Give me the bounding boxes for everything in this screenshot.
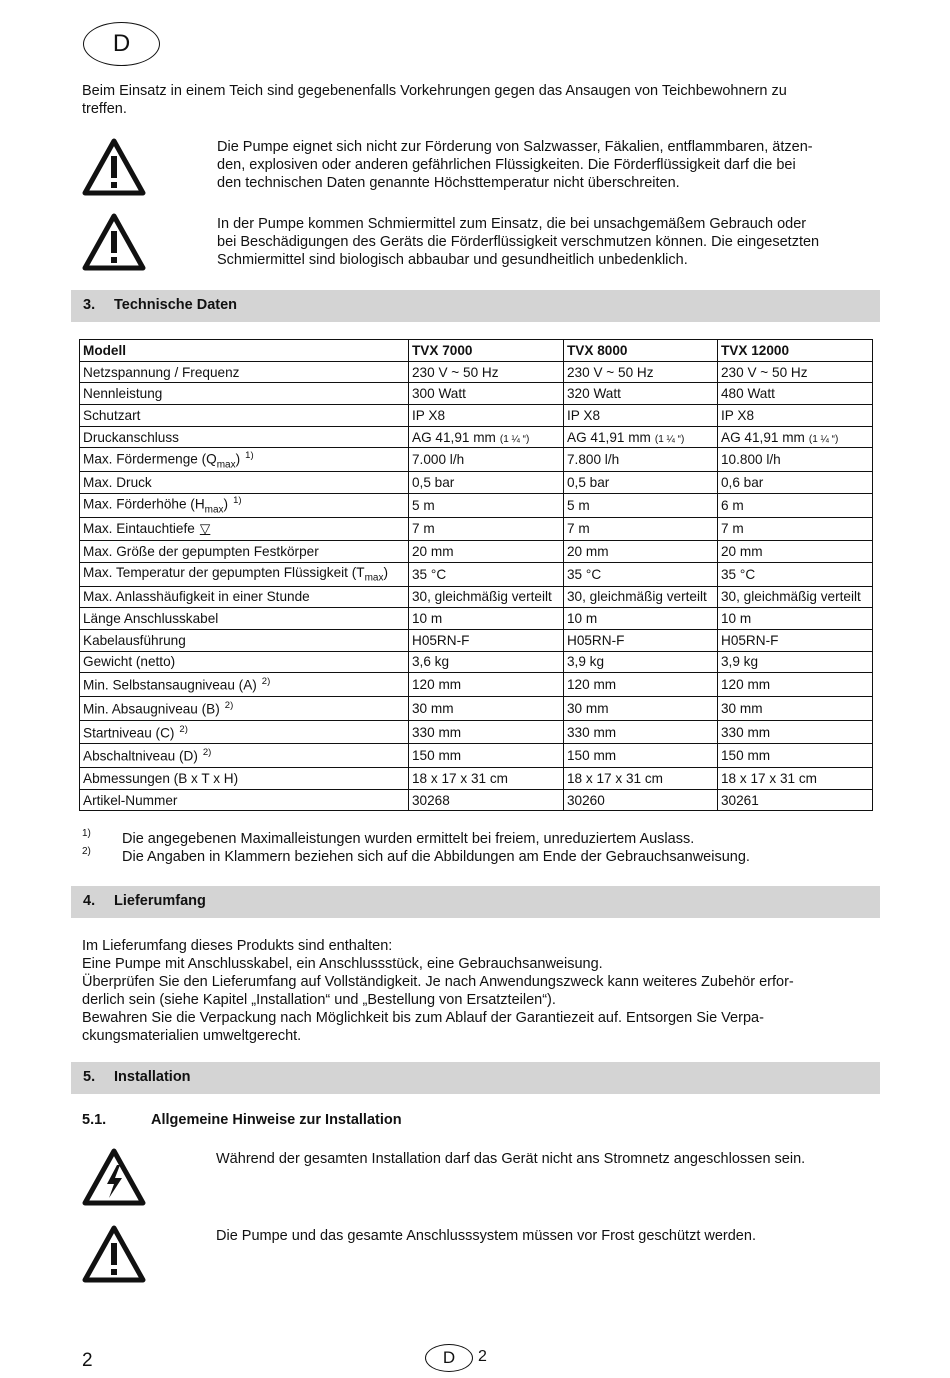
row-label: Netzspannung / Frequenz <box>80 361 409 383</box>
row-value: IP X8 <box>718 405 873 427</box>
electric-hazard-icon <box>82 1148 146 1206</box>
row-label: Druckanschluss <box>80 426 409 448</box>
row-value: 30261 <box>718 789 873 811</box>
warning-line: bei Beschädigungen des Geräts die Förderflüssigkeit verschmutzen können. Die eingesetzten <box>217 234 820 250</box>
section-title: Technische Daten <box>114 297 238 313</box>
footer-badge-label: D <box>442 1348 456 1367</box>
frost-warning-text: Die Pumpe und das gesamte Anschlusssystem müssen vor Frost geschützt werden. <box>216 1228 756 1244</box>
table-row <box>80 651 873 673</box>
column-header-tvx-12000: TVX 12000 <box>718 340 873 362</box>
warning-line: In der Pumpe kommen Schmiermittel zum Einsatz, die bei unsachgemäßem Gebrauch oder <box>217 216 807 232</box>
row-value: 30268 <box>409 789 564 811</box>
row-label: Startniveau (C) $^{2)}$ <box>80 720 409 744</box>
footer-language-badge <box>425 1344 473 1372</box>
row-value: 150 mm <box>409 744 564 768</box>
row-label: Max. Temperatur der gepumpten Flüssigkeit $(T_{max})$ <box>80 562 409 586</box>
row-value: 3,9 kg <box>564 651 718 673</box>
row-value: 330 mm <box>409 720 564 744</box>
water-level-icon: ▽ <box>199 520 211 536</box>
row-value: 3,6 kg <box>409 651 564 673</box>
warning-line: Die Pumpe eignet sich nicht zur Förderung von Salzwasser, Fäkalien, entflammbaren, ätzen- <box>217 139 813 155</box>
row-label: Max. Anlasshäufigkeit in einer Stunde <box>80 586 409 608</box>
table-row <box>80 789 873 811</box>
row-value: 7 m <box>564 517 718 541</box>
row-label: Gewicht (netto) <box>80 651 409 673</box>
row-value: 10 m <box>564 608 718 630</box>
row-value: 300 Watt <box>409 383 564 405</box>
row-value: 35 °C <box>564 562 718 586</box>
table-row <box>80 517 873 541</box>
section-header-installation <box>71 1062 880 1094</box>
technical-data-table <box>79 339 873 811</box>
row-value: 10.800 l/h <box>718 448 873 472</box>
row-value: 30 mm <box>718 697 873 721</box>
row-value: 230 V ~ 50 Hz <box>409 361 564 383</box>
table-row <box>80 629 873 651</box>
table-row <box>80 744 873 768</box>
row-value: 10 m <box>409 608 564 630</box>
table-row <box>80 608 873 630</box>
row-label: Länge Anschlusskabel <box>80 608 409 630</box>
section-header-scope-of-delivery <box>71 886 880 918</box>
warning-line: Schmiermittel sind biologisch abbaubar und gesundheitlich unbedenklich. <box>217 252 688 268</box>
row-value: 6 m <box>718 493 873 517</box>
warning-lubricants <box>217 215 819 269</box>
row-value: 230 V ~ 50 Hz <box>718 361 873 383</box>
row-value: AG 41,91 mm (1 ¼ “) <box>718 426 873 448</box>
row-value: 7 m <box>718 517 873 541</box>
warning-triangle-icon <box>82 138 146 196</box>
section-title: Lieferumfang <box>114 893 206 909</box>
table-row <box>80 541 873 563</box>
section-header-technical-data <box>71 290 880 322</box>
table-row <box>80 472 873 494</box>
row-value: 0,6 bar <box>718 472 873 494</box>
table-row <box>80 405 873 427</box>
section-number: 3. <box>83 297 96 313</box>
row-value: 30, gleichmäßig verteilt <box>718 586 873 608</box>
table-row <box>80 720 873 744</box>
row-label: Min. Absaugniveau (B) $^{2)}$ <box>80 697 409 721</box>
section-number: 4. <box>83 893 96 909</box>
row-value: 18 x 17 x 31 cm <box>564 768 718 790</box>
language-badge-label: D <box>112 30 131 57</box>
scope-of-delivery-text <box>82 937 794 1045</box>
footnote-mark: 1) <box>82 828 91 839</box>
table-row <box>80 673 873 697</box>
paragraph-line: Bewahren Sie die Verpackung nach Möglichkeit bis zum Ablauf der Garantiezeit auf. Entsorgen Sie Verpa- <box>82 1010 764 1026</box>
row-value: 20 mm <box>409 541 564 563</box>
table-row <box>80 361 873 383</box>
row-label: Min. Selbstansaugniveau (A) $^{2)}$ <box>80 673 409 697</box>
row-value: AG 41,91 mm (1 ¼ “) <box>409 426 564 448</box>
row-label: Max. Eintauchtiefe ▽ <box>80 517 409 541</box>
row-label: Abschaltniveau (D) $^{2)}$ <box>80 744 409 768</box>
warning-line: den, explosiven oder anderen gefährlichen Flüssigkeiten. Die Förderflüssigkeit darf die bei <box>217 157 796 173</box>
row-value: H05RN-F <box>564 629 718 651</box>
row-value: 0,5 bar <box>564 472 718 494</box>
row-value: 5 m <box>564 493 718 517</box>
row-value: 120 mm <box>718 673 873 697</box>
footnote-mark: 2) <box>82 846 91 857</box>
column-header-tvx-7000: TVX 7000 <box>409 340 564 362</box>
row-value: 3,9 kg <box>718 651 873 673</box>
row-value: 30, gleichmäßig verteilt <box>409 586 564 608</box>
row-value: 7.800 l/h <box>564 448 718 472</box>
paragraph-line: derlich sein (siehe Kapitel „Installation“ und „Bestellung von Ersatzteilen“). <box>82 992 556 1008</box>
warning-line: den technischen Daten genannte Höchsttemperatur nicht überschreiten. <box>217 175 680 191</box>
table-row <box>80 586 873 608</box>
row-value: 20 mm <box>718 541 873 563</box>
row-value: 20 mm <box>564 541 718 563</box>
table-row <box>80 768 873 790</box>
row-value: 10 m <box>718 608 873 630</box>
paragraph-line: Eine Pumpe mit Anschlusskabel, ein Anschlussstück, eine Gebrauchsanweisung. <box>82 956 603 972</box>
row-value: 30 mm <box>564 697 718 721</box>
section-number: 5. <box>83 1069 96 1085</box>
row-label: Abmessungen (B x T x H) <box>80 768 409 790</box>
page-number: 2 <box>82 1350 93 1371</box>
electric-warning-text: Während der gesamten Installation darf das Gerät nicht ans Stromnetz angeschlossen sein. <box>216 1151 806 1167</box>
footnote-text: Die angegebenen Maximalleistungen wurden ermittelt bei freiem, unreduziertem Auslass. <box>122 831 695 847</box>
language-badge <box>83 22 160 66</box>
row-value: 330 mm <box>718 720 873 744</box>
row-label: Schutzart <box>80 405 409 427</box>
row-value: IP X8 <box>564 405 718 427</box>
row-value: 30 mm <box>409 697 564 721</box>
pond-note-line: treffen. <box>82 101 127 117</box>
row-label: Nennleistung <box>80 383 409 405</box>
row-value: 0,5 bar <box>409 472 564 494</box>
warning-triangle-icon <box>82 1225 146 1283</box>
table-row <box>80 426 873 448</box>
table-row <box>80 697 873 721</box>
row-value: 150 mm <box>718 744 873 768</box>
section-title: Installation <box>114 1069 191 1085</box>
column-header-tvx-8000: TVX 8000 <box>564 340 718 362</box>
row-label: Max. Größe der gepumpten Festkörper <box>80 541 409 563</box>
row-value: 18 x 17 x 31 cm <box>409 768 564 790</box>
row-value: 120 mm <box>564 673 718 697</box>
pond-note <box>82 82 787 118</box>
row-value: 7.000 l/h <box>409 448 564 472</box>
row-label: Max. Förderhöhe $(H_{max})$ $^{1)}$ <box>80 493 409 517</box>
table-row <box>80 493 873 517</box>
row-value: 30, gleichmäßig verteilt <box>564 586 718 608</box>
warning-triangle-icon <box>82 213 146 271</box>
row-value: 480 Watt <box>718 383 873 405</box>
row-value: AG 41,91 mm (1 ¼ “) <box>564 426 718 448</box>
row-value: IP X8 <box>409 405 564 427</box>
row-value: H05RN-F <box>409 629 564 651</box>
row-value: 150 mm <box>564 744 718 768</box>
pond-note-line: Beim Einsatz in einem Teich sind gegebenenfalls Vorkehrungen gegen das Ansaugen von Teichbewohnern zu <box>82 83 787 99</box>
paragraph-line: Überprüfen Sie den Lieferumfang auf Vollständigkeit. Je nach Anwendungszweck kann weiteres Zubehör erfor- <box>82 974 794 990</box>
row-label: Kabelausführung <box>80 629 409 651</box>
row-value: 30260 <box>564 789 718 811</box>
table-row <box>80 562 873 586</box>
row-label: Max. Druck <box>80 472 409 494</box>
warning-hazardous-liquids <box>217 138 813 192</box>
row-value: 35 °C <box>718 562 873 586</box>
row-value: H05RN-F <box>718 629 873 651</box>
subsection-number: 5.1. <box>82 1112 107 1128</box>
row-value: 35 °C <box>409 562 564 586</box>
column-header-model: Modell <box>80 340 409 362</box>
footer-page-number: 2 <box>478 1348 487 1365</box>
row-value: 7 m <box>409 517 564 541</box>
row-value: 18 x 17 x 31 cm <box>718 768 873 790</box>
row-value: 120 mm <box>409 673 564 697</box>
paragraph-line: Im Lieferumfang dieses Produkts sind enthalten: <box>82 938 393 954</box>
paragraph-line: ckungsmaterialien umweltgerecht. <box>82 1028 302 1044</box>
row-value: 230 V ~ 50 Hz <box>564 361 718 383</box>
subsection-title: Allgemeine Hinweise zur Installation <box>151 1112 402 1128</box>
row-label: Artikel-Nummer <box>80 789 409 811</box>
table-row <box>80 448 873 472</box>
row-value: 330 mm <box>564 720 718 744</box>
row-value: 320 Watt <box>564 383 718 405</box>
table-header-row <box>80 340 873 362</box>
footnote-text: Die Angaben in Klammern beziehen sich auf die Abbildungen am Ende der Gebrauchsanweisung. <box>122 849 750 865</box>
row-value: 5 m <box>409 493 564 517</box>
table-row <box>80 383 873 405</box>
row-label: Max. Fördermenge $(Q_{max})$ $^{1)}$ <box>80 448 409 472</box>
